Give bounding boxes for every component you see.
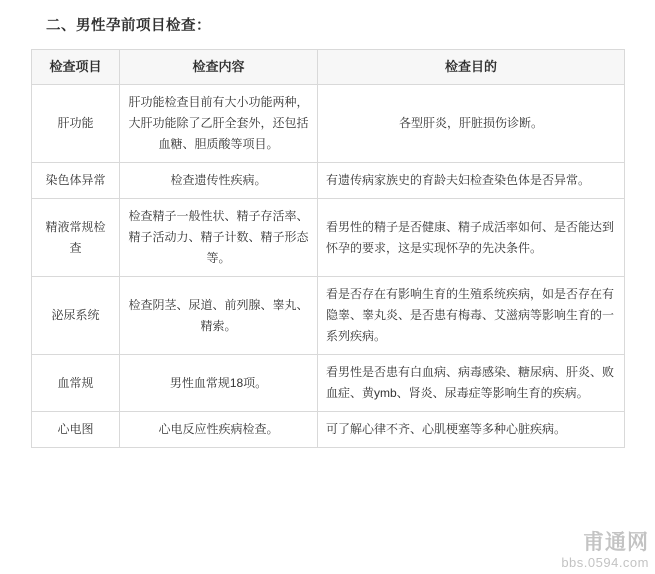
cell-purpose: 可了解心律不齐、心肌梗塞等多种心脏疾病。 [318,412,625,448]
cell-item: 染色体异常 [32,163,120,199]
column-header-item: 检查项目 [32,50,120,85]
cell-purpose: 看是否存在有影响生育的生殖系统疾病，如是否存在有隐睾、睾丸炎、是否患有梅毒、艾滋病等影响生育的一系列疾病。 [318,277,625,355]
table-header-row [32,50,625,85]
cell-item: 血常规 [32,355,120,412]
table-header [32,50,625,85]
cell-purpose: 有遗传病家族史的育龄夫妇检查染色体是否异常。 [318,163,625,199]
watermark-site-name: 甫通网 [583,531,649,554]
table-row [32,199,625,277]
cell-content: 心电反应性疾病检查。 [120,412,318,448]
watermark-site-url: bbs.0594.com [561,555,649,570]
cell-content: 检查精子一般性状、精子存活率、精子活动力、精子计数、精子形态等。 [120,199,318,277]
watermark [561,532,649,570]
column-header-purpose: 检查目的 [318,50,625,85]
cell-purpose: 看男性是否患有白血病、病毒感染、糖尿病、肝炎、败血症、黄ymb、肾炎、尿毒症等影响生育的疾病。 [318,355,625,412]
column-header-content: 检查内容 [120,50,318,85]
table-row [32,163,625,199]
table-body [32,85,625,448]
cell-purpose: 各型肝炎，肝脏损伤诊断。 [318,85,625,163]
cell-item: 肝功能 [32,85,120,163]
cell-content: 检查阴茎、尿道、前列腺、睾丸、精索。 [120,277,318,355]
table-row [32,412,625,448]
page-title: 二、男性孕前项目检查： [46,18,211,34]
table-row [32,355,625,412]
cell-content: 男性血常规18项。 [120,355,318,412]
cell-item: 心电图 [32,412,120,448]
cell-content: 检查遗传性疾病。 [120,163,318,199]
table-row [32,85,625,163]
table-row [32,277,625,355]
cell-content: 肝功能检查目前有大小功能两种，大肝功能除了乙肝全套外，还包括血糖、胆质酸等项目。 [120,85,318,163]
male-pre-pregnancy-exam-table [31,49,625,448]
cell-purpose: 看男性的精子是否健康、精子成活率如何、是否能达到怀孕的要求，这是实现怀孕的先决条件。 [318,199,625,277]
cell-item: 泌尿系统 [32,277,120,355]
cell-item: 精液常规检查 [32,199,120,277]
